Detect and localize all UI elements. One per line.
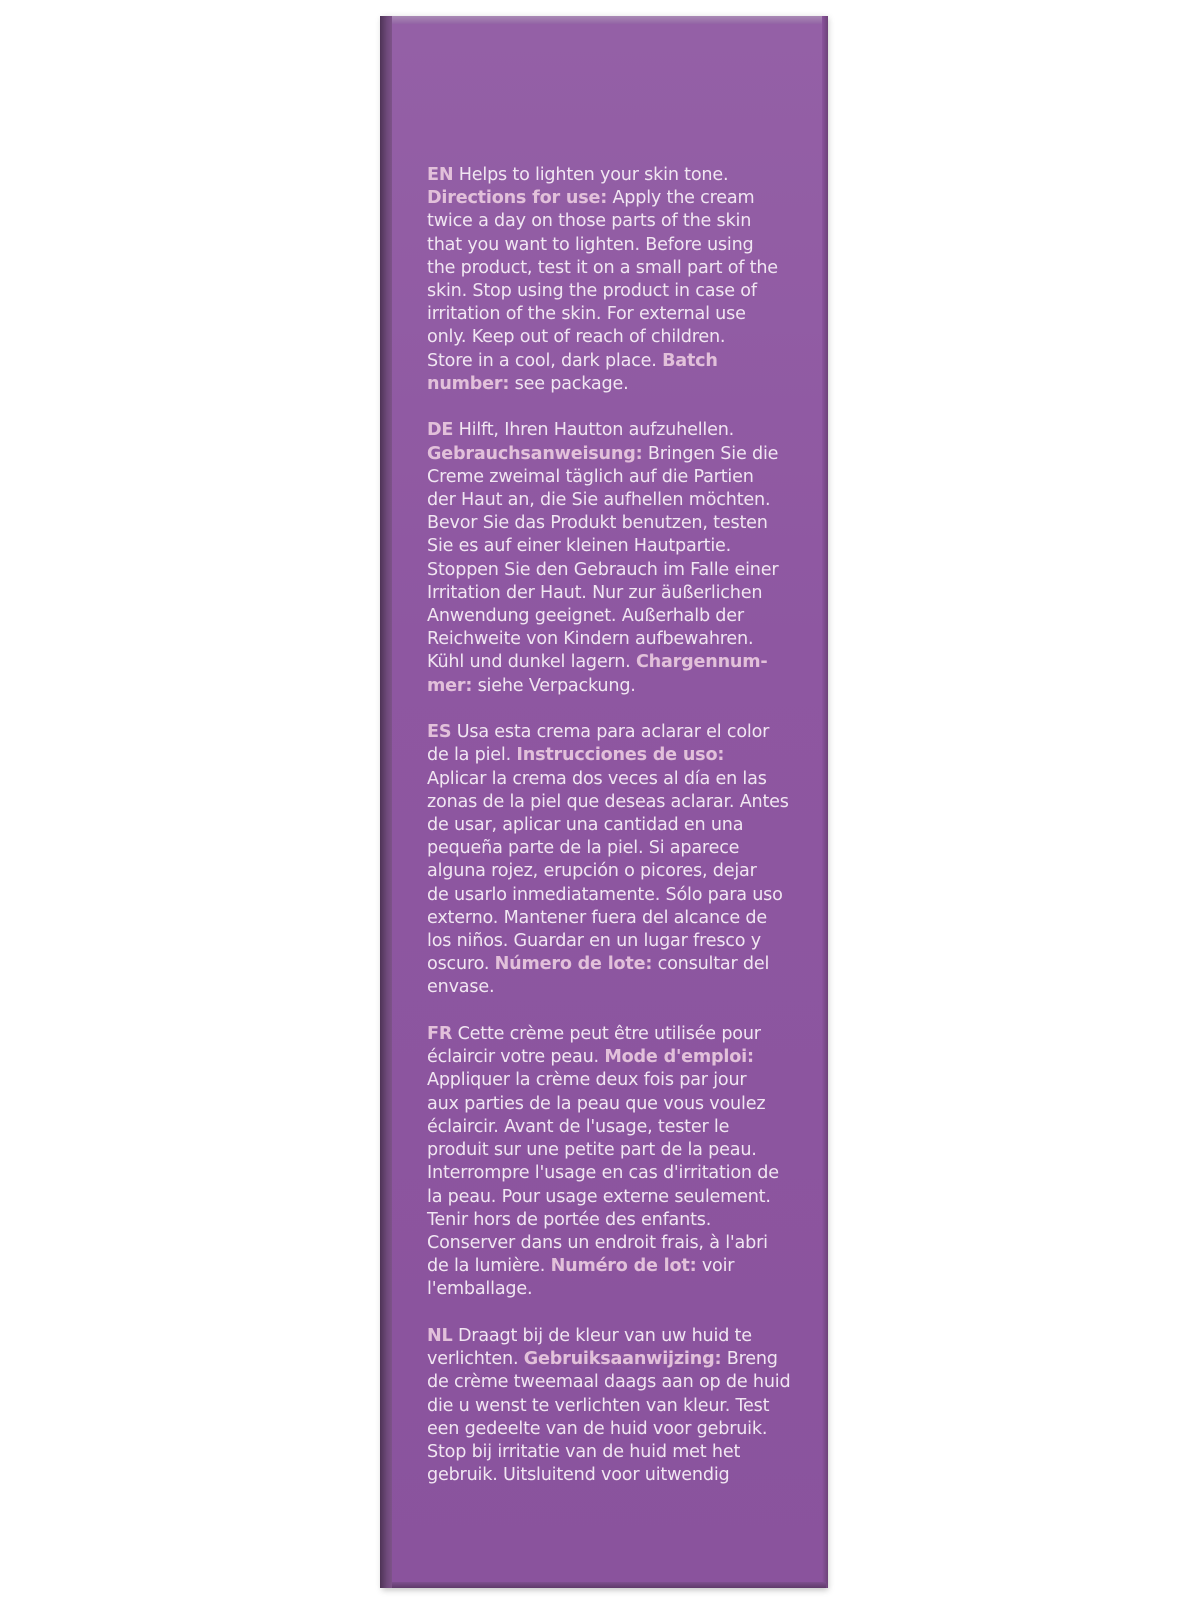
body-text: Hilft, Ihren Hautton aufzuhellen. — [453, 420, 735, 441]
highlighted-text: Numéro de lot: — [550, 1256, 697, 1277]
highlighted-text: Número de lote: — [494, 954, 653, 975]
text-line — [427, 1162, 803, 1185]
highlighted-text: NL — [427, 1325, 453, 1346]
body-text: see package. — [509, 373, 629, 394]
body-text: Tenir hors de portée des enfants. — [427, 1209, 712, 1230]
text-line — [427, 489, 803, 512]
text-line — [427, 443, 803, 466]
text-line — [427, 1093, 803, 1116]
body-text: Interrompre l'usage en cas d'irritation de — [427, 1163, 779, 1184]
body-text: Creme zweimal täglich auf die Partien — [427, 466, 754, 487]
body-text: de la piel. — [427, 745, 517, 766]
text-line — [427, 582, 803, 605]
body-text: the product, test it on a small part of the — [427, 257, 778, 278]
body-text: consultar del — [652, 954, 770, 975]
body-text: that you want to lighten. Before using — [427, 234, 754, 255]
text-line — [427, 884, 803, 907]
text-line — [427, 210, 803, 233]
instructions-section-nl — [427, 1325, 803, 1487]
body-text: Reichweite von Kindern aufbewahren. — [427, 629, 754, 650]
body-text: pequeña parte de la piel. Si aparece — [427, 838, 740, 859]
text-line — [427, 535, 803, 558]
body-text: la peau. Pour usage externe seulement. — [427, 1186, 771, 1207]
text-line — [427, 1255, 803, 1278]
highlighted-text: Directions for use: — [427, 188, 608, 209]
body-text: een gedeelte van de huid voor gebruik. — [427, 1418, 768, 1439]
body-text: oscuro. — [427, 954, 495, 975]
box-left-edge — [380, 16, 392, 1588]
text-line — [427, 1464, 803, 1487]
text-line — [427, 837, 803, 860]
body-text: gebruik. Uitsluitend voor uitwendig — [427, 1465, 730, 1486]
body-text: Appliquer la crème deux fois par jour — [427, 1070, 747, 1091]
highlighted-text: Gebrauchsanweisung: — [427, 443, 643, 464]
body-text: verlichten. — [427, 1349, 524, 1370]
text-line — [427, 1046, 803, 1069]
body-text: twice a day on those parts of the skin — [427, 211, 752, 232]
body-text: Draagt bij de kleur van uw huid te — [452, 1325, 752, 1346]
highlighted-text: Gebruiksaanwijzing: — [523, 1349, 722, 1370]
text-line — [427, 559, 803, 582]
text-line — [427, 1278, 803, 1301]
text-line — [427, 768, 803, 791]
text-line — [427, 1023, 803, 1046]
body-text: l'emballage. — [427, 1279, 533, 1300]
body-text: Stop bij irritatie van de huid met het — [427, 1441, 741, 1462]
instructions-section-es — [427, 721, 803, 999]
text-line — [427, 744, 803, 767]
text-line — [427, 350, 803, 373]
highlighted-text: Batch — [662, 350, 718, 371]
text-line — [427, 1395, 803, 1418]
text-line — [427, 280, 803, 303]
body-text: zonas de la piel que deseas aclarar. Antes — [427, 791, 789, 812]
instructions-section-fr — [427, 1023, 803, 1301]
text-line — [427, 628, 803, 651]
text-line — [427, 814, 803, 837]
text-line — [427, 860, 803, 883]
body-text: éclaircir. Avant de l'usage, tester le — [427, 1116, 730, 1137]
highlighted-text: FR — [427, 1024, 453, 1045]
text-line — [427, 466, 803, 489]
text-line — [427, 373, 803, 396]
text-line — [427, 326, 803, 349]
body-text: de crème tweemaal daags aan op de huid — [427, 1372, 791, 1393]
body-text: de la lumière. — [427, 1256, 551, 1277]
text-line — [427, 930, 803, 953]
text-line — [427, 1441, 803, 1464]
instructions-section-en — [427, 164, 803, 396]
text-line — [427, 1325, 803, 1348]
box-right-edge — [822, 16, 828, 1588]
text-line — [427, 791, 803, 814]
body-text: irritation of the skin. For external use — [427, 304, 746, 325]
highlighted-text: EN — [427, 165, 454, 185]
body-text: Breng — [721, 1349, 778, 1370]
body-text: Cette crème peut être utilisée pour — [452, 1024, 761, 1045]
body-text: Aplicar la crema dos veces al día en las — [427, 768, 767, 789]
body-text: siehe Verpackung. — [472, 675, 636, 696]
text-line — [427, 419, 803, 442]
highlighted-text: Instrucciones de uso: — [516, 745, 725, 766]
text-line — [427, 187, 803, 210]
body-text: Irritation der Haut. Nur zur äußerlichen — [427, 582, 763, 603]
body-text: produit sur une petite part de la peau. — [427, 1140, 757, 1161]
multilingual-instructions — [427, 164, 803, 1511]
text-line — [427, 721, 803, 744]
box-top-edge — [392, 16, 826, 24]
instructions-section-de — [427, 419, 803, 697]
highlighted-text: ES — [427, 722, 452, 743]
body-text: Helps to lighten your skin tone. — [453, 165, 729, 185]
text-line — [427, 1209, 803, 1232]
text-line — [427, 976, 803, 999]
text-line — [427, 164, 803, 187]
body-text: de usar, aplicar una cantidad en una — [427, 815, 744, 836]
text-line — [427, 675, 803, 698]
body-text: Bevor Sie das Produkt benutzen, testen — [427, 513, 768, 534]
highlighted-text: Mode d'emploi: — [604, 1047, 754, 1068]
body-text: externo. Mantener fuera del alcance de — [427, 907, 768, 928]
highlighted-text: mer: — [427, 675, 473, 696]
body-text: éclaircir votre peau. — [427, 1047, 605, 1068]
body-text: Kühl und dunkel lagern. — [427, 652, 636, 673]
body-text: envase. — [427, 977, 495, 998]
body-text: der Haut an, die Sie aufhellen möchten. — [427, 490, 771, 511]
body-text: Apply the cream — [607, 188, 755, 209]
text-line — [427, 512, 803, 535]
body-text: Stoppen Sie den Gebrauch im Falle einer — [427, 559, 779, 580]
text-line — [427, 1186, 803, 1209]
text-line — [427, 605, 803, 628]
text-line — [427, 1116, 803, 1139]
body-text: Bringen Sie die — [642, 443, 779, 464]
highlighted-text: number: — [427, 373, 510, 394]
text-line — [427, 907, 803, 930]
box-bottom-edge — [392, 1582, 826, 1588]
text-line — [427, 651, 803, 674]
text-line — [427, 257, 803, 280]
body-text: voir — [696, 1256, 735, 1277]
body-text: Sie es auf einer kleinen Hautpartie. — [427, 536, 732, 557]
body-text: alguna rojez, erupción o picores, dejar — [427, 861, 757, 882]
text-line — [427, 1232, 803, 1255]
text-line — [427, 1348, 803, 1371]
text-line — [427, 1139, 803, 1162]
body-text: de usarlo inmediatamente. Sólo para uso — [427, 884, 783, 905]
body-text: Store in a cool, dark place. — [427, 350, 663, 371]
body-text: only. Keep out of reach of children. — [427, 327, 726, 348]
body-text: die u wenst te verlichten van kleur. Test — [427, 1395, 770, 1416]
text-line — [427, 234, 803, 257]
text-line — [427, 953, 803, 976]
body-text: Anwendung geeignet. Außerhalb der — [427, 606, 744, 627]
body-text: skin. Stop using the product in case of — [427, 281, 757, 302]
text-line — [427, 1418, 803, 1441]
body-text: los niños. Guardar en un lugar fresco y — [427, 931, 761, 952]
text-line — [427, 1069, 803, 1092]
highlighted-text: DE — [427, 420, 454, 441]
body-text: Usa esta crema para aclarar el color — [451, 722, 770, 743]
body-text: Conserver dans un endroit frais, à l'abri — [427, 1232, 768, 1253]
body-text: aux parties de la peau que vous voulez — [427, 1093, 766, 1114]
text-line — [427, 303, 803, 326]
text-line — [427, 1371, 803, 1394]
highlighted-text: Chargennum- — [635, 652, 768, 673]
